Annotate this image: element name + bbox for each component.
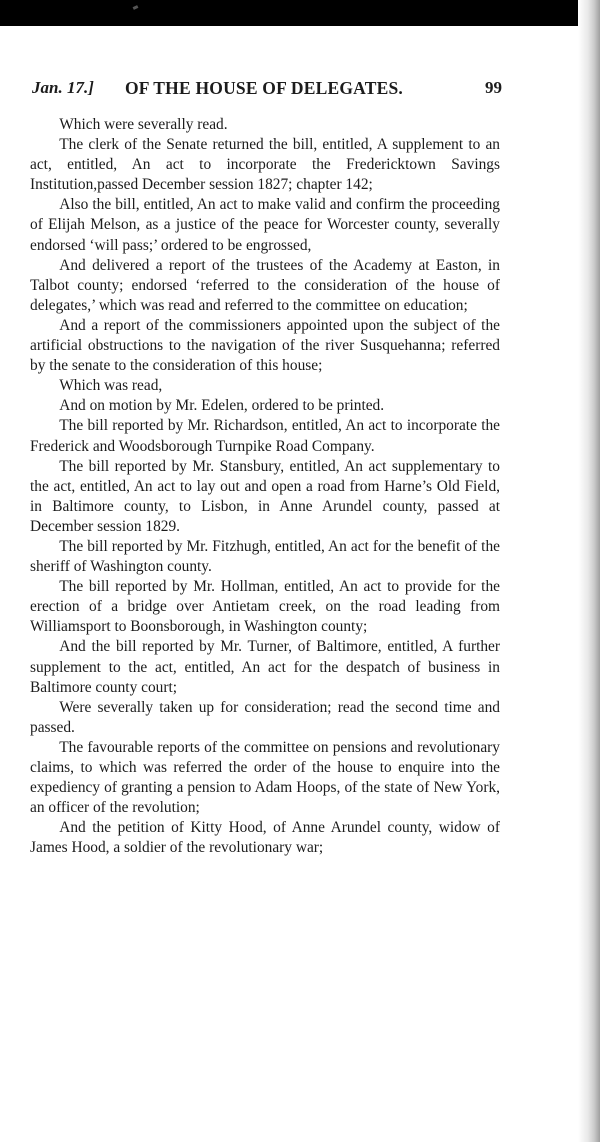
running-head-title: OF THE HOUSE OF DELEGATES. — [125, 78, 403, 98]
paragraph: And on motion by Mr. Edelen, ordered to be printed. — [59, 397, 385, 415]
paragraph: The clerk of the Senate returned the bill, entitled, A supplement to an act, entitled, An act to incorporate the Fredericktown Savings Institution,passed December session 1827; chapter 142; — [30, 136, 500, 194]
running-head — [30, 60, 502, 98]
paragraph: Were severally taken up for consideration; read the second time and passed. — [30, 698, 500, 736]
paragraph: And the bill reported by Mr. Turner, of Baltimore, entitled, A further supplement to the act, entitled, An act for the despatch of business in Baltimore county court; — [30, 638, 500, 696]
running-head-date: Jan. 17.] — [32, 78, 94, 97]
paragraph: The bill reported by Mr. Stansbury, entitled, An act supplementary to the act, entitled, An act to lay out and open a road from Harne’s Old Field, in Baltimore county, to Lisbon, in Anne Arundel county, passed at December session 1829. — [30, 457, 500, 535]
scan-page-edge — [578, 0, 600, 1142]
paragraph: The bill reported by Mr. Fitzhugh, entitled, An act for the benefit of the sheriff of Washington county. — [30, 537, 500, 576]
paragraph: Which were severally read. — [59, 116, 228, 133]
journal-body — [30, 115, 500, 858]
paragraph: The bill reported by Mr. Richardson, entitled, An act to incorporate the Frederick and Woodsborough Turnpike Road Company. — [30, 417, 500, 455]
paragraph: And the petition of Kitty Hood, of Anne Arundel county, widow of James Hood, a soldier of the revolutionary war; — [30, 819, 500, 857]
paragraph: The bill reported by Mr. Hollman, entitled, An act to provide for the erection of a bridge over Antietam creek, on the road leading from Williamsport to Boonsborough, in Washington county; — [30, 578, 500, 636]
paragraph: And delivered a report of the trustees of the Academy at Easton, in Talbot county; endorsed ‘referred to the consideration of the house of delegates,’ which was read and referred to the committee on education; — [30, 256, 500, 314]
scan-top-border — [0, 0, 600, 26]
paragraph: And a report of the commissioners appointed upon the subject of the artificial obstructions to the navigation of the river Susquehanna; referred by the senate to the consideration of this house; — [30, 316, 500, 375]
paragraph: Which was read, — [59, 377, 163, 395]
page-number: 99 — [485, 78, 502, 97]
paragraph: The favourable reports of the committee on pensions and revolutionary claims, to which was referred the order of the house to enquire into the expediency of granting a pension to Adam Hoops, of the state of New York, an officer of the revolution; — [30, 738, 500, 817]
paragraph: Also the bill, entitled, An act to make valid and confirm the proceeding of Elijah Melson, as a justice of the peace for Worcester county, severally endorsed ‘will pass;’ ordered to be engrossed, — [30, 196, 500, 254]
book-page — [30, 60, 500, 858]
